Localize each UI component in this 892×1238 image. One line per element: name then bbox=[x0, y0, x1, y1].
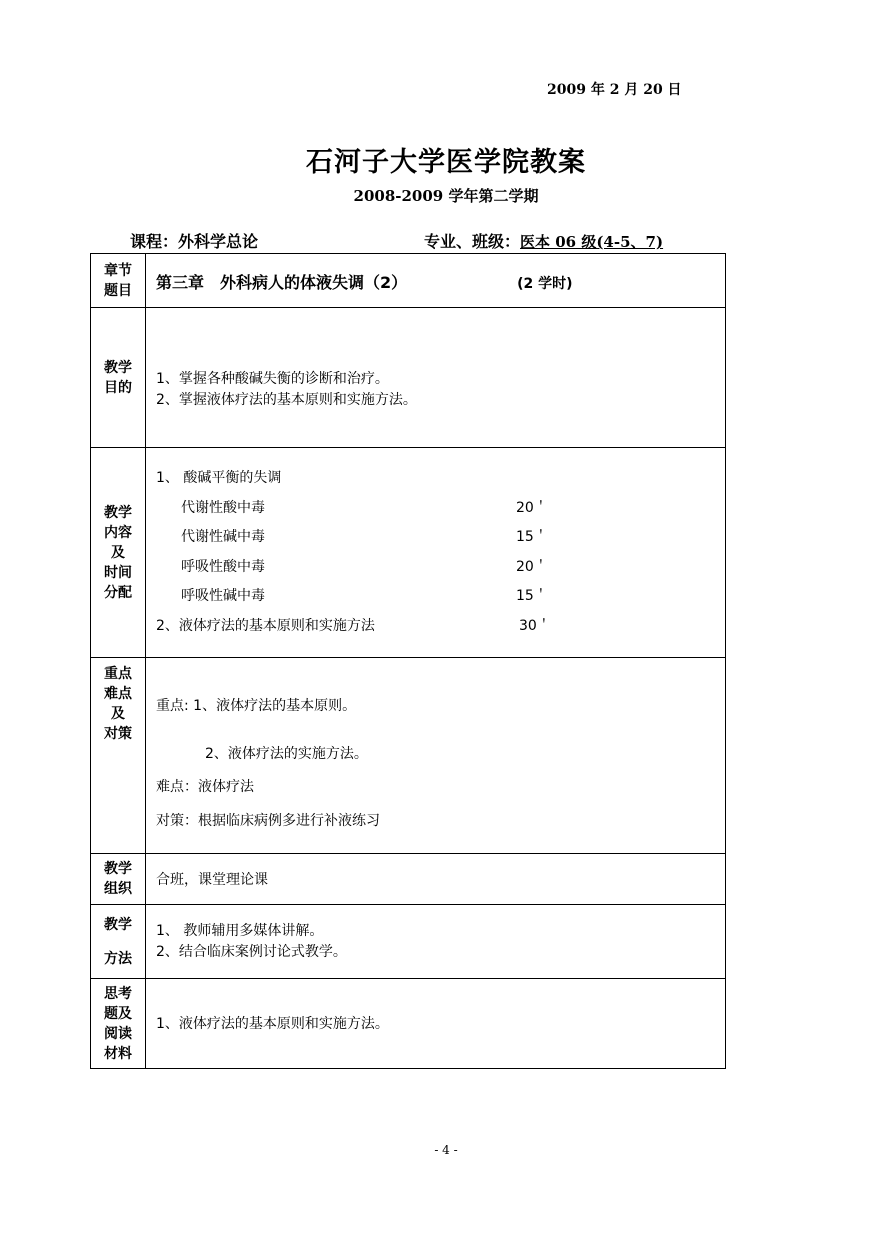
content-subitem bbox=[156, 582, 725, 612]
item2-time: 30＇ bbox=[519, 617, 551, 634]
semester-subtitle: 2008-2009 学年第二学期 bbox=[353, 187, 539, 205]
keypoints-label bbox=[91, 658, 146, 854]
organization-label-l1: 教学 bbox=[104, 861, 132, 877]
content-label bbox=[91, 448, 146, 658]
keypoints-row bbox=[91, 658, 726, 854]
chapter-title: 第三章 外科病人的体液失调（2） bbox=[156, 273, 408, 292]
difficulty: 难点：液体疗法 bbox=[156, 779, 254, 795]
questions-cell bbox=[146, 979, 726, 1069]
keypoints-label-l1: 重点 bbox=[104, 666, 132, 682]
label-spacer bbox=[91, 935, 145, 949]
questions-row bbox=[91, 979, 726, 1069]
page-number: - 4 - bbox=[434, 1143, 458, 1157]
item2-name: 2、液体疗法的基本原则和实施方法 bbox=[156, 617, 375, 634]
course-label: 课程： bbox=[130, 232, 179, 251]
major-line bbox=[424, 229, 663, 252]
subitem-name: 呼吸性酸中毒 bbox=[181, 558, 265, 575]
subitem-name: 代谢性碱中毒 bbox=[181, 529, 265, 545]
organization-label bbox=[91, 854, 146, 905]
key-point-1: 重点: 1、液体疗法的基本原则。 bbox=[156, 698, 357, 714]
questions-label bbox=[91, 979, 146, 1069]
course-value: 外科学总论 bbox=[178, 232, 259, 251]
content-heading-1: 1、 酸碱平衡的失调 bbox=[156, 470, 282, 486]
content-subitem bbox=[156, 553, 725, 583]
content-subitem bbox=[156, 523, 725, 553]
methods-label-l1: 教学 bbox=[104, 916, 132, 933]
organization-text: 合班，课堂理论课 bbox=[156, 871, 268, 888]
subitem-time: 15＇ bbox=[516, 588, 548, 604]
organization-row bbox=[91, 854, 726, 905]
objectives-label-l2: 目的 bbox=[104, 379, 132, 396]
methods-row bbox=[91, 905, 726, 979]
objectives-list bbox=[156, 345, 725, 411]
major-label: 专业、班级： bbox=[424, 232, 521, 251]
questions-label-l2: 题及 bbox=[104, 1005, 132, 1022]
subitem-name: 代谢性酸中毒 bbox=[181, 499, 265, 516]
chapter-cell bbox=[146, 254, 726, 308]
questions-label-l3: 阅读 bbox=[104, 1025, 132, 1042]
content-item-2 bbox=[156, 612, 725, 642]
objectives-row bbox=[91, 308, 726, 448]
chapter-row bbox=[91, 254, 726, 308]
objective-item: 1、掌握各种酸碱失衡的诊断和治疗。 bbox=[156, 370, 389, 387]
method-item: 2、结合临床案例讨论式教学。 bbox=[156, 943, 347, 960]
date: 2009 年 2 月 20 日 bbox=[547, 82, 682, 98]
objectives-label bbox=[91, 308, 146, 448]
content-label-l2: 内容 bbox=[104, 524, 132, 541]
subitem-time: 20＇ bbox=[516, 499, 548, 516]
subitem-time: 20＇ bbox=[516, 558, 548, 575]
objective-item: 2、掌握液体疗法的基本原则和实施方法。 bbox=[156, 391, 417, 408]
content-label-l3: 及 bbox=[111, 544, 125, 561]
methods-cell bbox=[146, 905, 726, 979]
keypoints-label-l4: 对策 bbox=[104, 726, 132, 742]
objectives-label-l1: 教学 bbox=[104, 359, 132, 376]
course-line bbox=[130, 229, 258, 252]
subitem-time: 15＇ bbox=[516, 529, 548, 545]
content-subitem bbox=[156, 494, 725, 524]
content-label-l5: 分配 bbox=[104, 584, 132, 601]
content-label-l1: 教学 bbox=[104, 504, 132, 521]
major-value: 医本 06 级(4-5、7) bbox=[520, 233, 664, 251]
methods-label-l2: 方法 bbox=[104, 950, 132, 967]
questions-label-l4: 材料 bbox=[104, 1045, 132, 1062]
lesson-plan-table bbox=[90, 253, 726, 1069]
subitem-name: 呼吸性碱中毒 bbox=[181, 588, 265, 604]
organization-cell bbox=[146, 854, 726, 905]
chapter-label-l1: 章节 bbox=[104, 262, 132, 279]
key-point-2: 2、液体疗法的实施方法。 bbox=[205, 746, 368, 762]
chapter-label-l2: 题目 bbox=[104, 282, 132, 299]
chapter-title-line bbox=[156, 254, 725, 295]
questions-text: 1、液体疗法的基本原则和实施方法。 bbox=[156, 1016, 389, 1032]
chapter-label bbox=[91, 254, 146, 308]
page-title: 石河子大学医学院教案 bbox=[306, 147, 586, 178]
strategy: 对策：根据临床病例多进行补液练习 bbox=[156, 813, 380, 829]
content-label-l4: 时间 bbox=[104, 564, 132, 581]
content-cell bbox=[146, 448, 726, 658]
objectives-cell bbox=[146, 308, 726, 448]
keypoints-label-l3: 及 bbox=[111, 706, 125, 722]
questions-label-l1: 思考 bbox=[104, 985, 132, 1002]
methods-label bbox=[91, 905, 146, 979]
keypoints-cell bbox=[146, 658, 726, 854]
chapter-hours: (2 学时) bbox=[517, 276, 573, 292]
organization-label-l2: 组织 bbox=[104, 881, 132, 897]
method-item: 1、 教师辅用多媒体讲解。 bbox=[156, 922, 324, 939]
content-row bbox=[91, 448, 726, 658]
keypoints-label-l2: 难点 bbox=[104, 686, 132, 702]
